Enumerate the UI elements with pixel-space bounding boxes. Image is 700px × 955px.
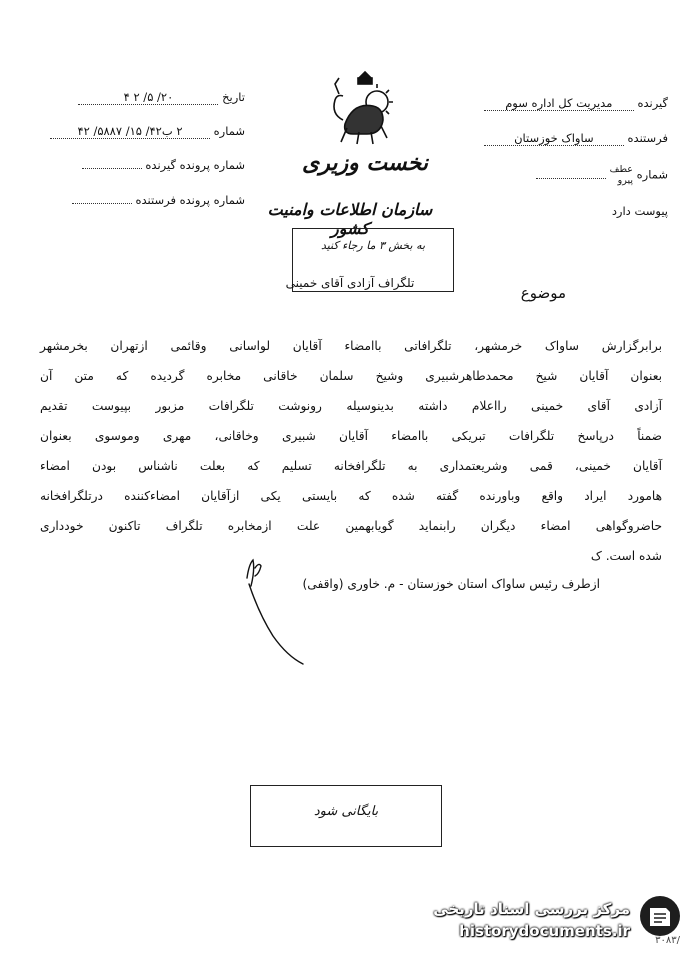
sender-row bbox=[450, 131, 668, 146]
archive-logo-icon bbox=[640, 896, 680, 936]
body-line-6: هامورد ایراد واقع وباورنده گفته شده که بایستی یکی ازآقایان امضاءکننده درتلگرافخانه bbox=[40, 489, 662, 503]
ref-atf-label: عطف bbox=[609, 164, 633, 175]
sender-file-label: شماره پرونده فرستنده bbox=[135, 193, 245, 207]
body-line-4: ضمناً درپاسخ تلگرافات تبریکی باامضاء آقایان شبیری وخاقانی، مهری وموسوی بعنوان bbox=[40, 429, 662, 443]
ministry-title: نخست وزیری bbox=[302, 150, 428, 176]
ref-number-label: شماره bbox=[636, 167, 668, 182]
recipient-label: گیرنده bbox=[637, 96, 668, 110]
date-value: ۲۰/ ۵/ ۲ ۴ bbox=[78, 90, 218, 105]
subject-stamp-text: به بخش ۳ ما رجاء کنید bbox=[320, 239, 426, 252]
body-line-8: شده است. ک bbox=[590, 549, 662, 563]
footer-number: ۳۰۸۳/ bbox=[655, 935, 680, 946]
sender-value: ساواک خوزستان bbox=[484, 131, 624, 146]
attachment-label: پیوست دارد bbox=[611, 204, 668, 218]
signature-signer: (واقفی) bbox=[302, 577, 344, 591]
reference-number-row bbox=[520, 164, 668, 186]
watermark-url: historydocuments.ir bbox=[459, 922, 630, 940]
body-line-2: بعنوان آقایان شیخ محمدطاهرشبیری وشیخ سلمان خاقانی مخابره گردیده که متن آن bbox=[40, 369, 662, 383]
subject-label: موضوع bbox=[520, 284, 566, 302]
filing-stamp-text: بایگانی شود bbox=[313, 804, 379, 819]
recipient-file-row bbox=[45, 158, 245, 172]
handwritten-signature-icon bbox=[225, 548, 335, 668]
organization-title: سازمان اطلاعات وامنیت کشور bbox=[267, 200, 433, 238]
watermark-title: مرکز بررسی اسناد تاریخی bbox=[433, 900, 630, 918]
date-row bbox=[45, 90, 245, 105]
body-line-7: حاضروگواهی امضاء دیگران رابنماید گویابهمین علت ازمخابره تلگراف تاکنون خودداری bbox=[40, 519, 662, 533]
signature-line bbox=[303, 577, 600, 591]
lion-and-sun-emblem-icon bbox=[325, 68, 405, 153]
attachment-row bbox=[560, 204, 668, 218]
body-line-5: آقایان خمینی، قمی وشریعتمداری به تلگرافخانه تسلیم که بعلت ناشناس بودن امضاء bbox=[40, 459, 662, 473]
filing-stamp-box bbox=[250, 785, 442, 847]
sender-file-row bbox=[45, 193, 245, 207]
date-label: تاریخ bbox=[222, 90, 245, 104]
recipient-row bbox=[450, 96, 668, 111]
subject-value: تلگراف آزادی آقای خمینی bbox=[285, 276, 415, 290]
number-value: ۲ ب۴۲/ ۱۵/ ۵۸۸۷/ ۴۲ bbox=[50, 124, 210, 139]
recipient-file-label: شماره پرونده گیرنده bbox=[145, 158, 245, 172]
number-label: شماره bbox=[213, 124, 245, 138]
body-line-3: آزادی آقای خمینی رااعلام داشته بدینوسیله رونوشت تلگرافات مزبور بپیوست تقدیم bbox=[40, 399, 662, 413]
signature-prefix: ازطرف bbox=[561, 577, 600, 591]
sender-label: فرستنده bbox=[627, 131, 668, 145]
number-row bbox=[35, 124, 245, 139]
recipient-value: مدیریت کل اداره سوم bbox=[484, 96, 634, 111]
body-line-1: برابرگزارش ساواک خرمشهر، تلگرافاتی باامضاء آقایان لواسانی وقائمی ازتهران بخرمشهر bbox=[40, 339, 662, 353]
ref-peyro-label: پیرو bbox=[617, 175, 633, 186]
signature-text: رئیس ساواک استان خوزستان - م. خاوری bbox=[347, 577, 558, 591]
